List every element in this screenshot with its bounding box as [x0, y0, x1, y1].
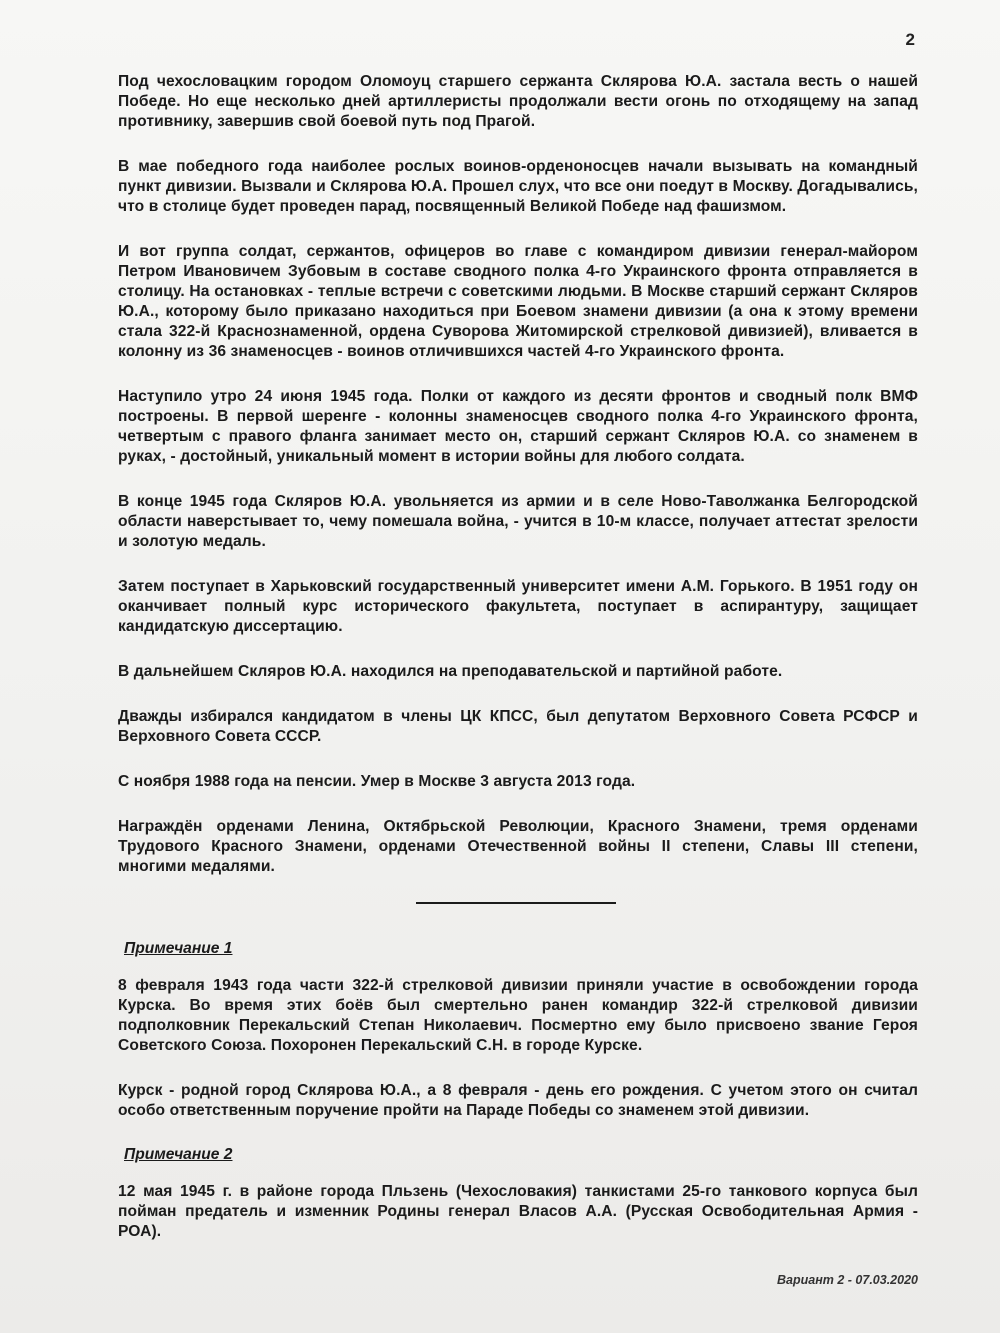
paragraph-parade-day: Наступило утро 24 июня 1945 года. Полки от каждого из десяти фронтов и сводный полк ВМФ построены. В первой шеренге - колонны знаменосцев сводного полка 4-го Украинского фронта, четвертым с правого фланга занимает место он, старший сержант Скляров Ю.А. со знаменем в руках, - достойный, уникальный момент в истории войны для любого солдата. [118, 388, 918, 465]
paragraph-career: В дальнейшем Скляров Ю.А. находился на преподавательской и партийной работе. [118, 663, 783, 680]
section-divider [416, 902, 616, 904]
paragraph-victory-news: Под чехословацким городом Оломоуц старшего сержанта Склярова Ю.А. застала весть о нашей Победе. Но еще несколько дней артиллеристы продолжали вести огонь по отходящему на запад противнику, завершив свой боевой путь под Прагой. [118, 73, 918, 130]
page-number: 2 [905, 30, 915, 49]
paragraph-retirement: С ноября 1988 года на пенсии. Умер в Москве 3 августа 2013 года. [118, 773, 636, 790]
note-1-heading: Примечание 1 [124, 940, 233, 957]
note-1-paragraph-kursk: 8 февраля 1943 года части 322-й стрелковой дивизии приняли участие в освобождении города Курска. Во время этих боёв был смертельно ранен командир 322-й стрелковой дивизии подполковник Перекальский Степан Николаевич. Посмертно ему было присвоено звание Героя Советского Союза. Похоронен Перекальский С.Н. в городе Курске. [118, 977, 918, 1054]
note-1-paragraph-birthday: Курск - родной город Склярова Ю.А., а 8 февраля - день его рождения. С учетом этого он считал особо ответственным поручение пройти на Параде Победы со знаменем этой дивизии. [118, 1082, 918, 1119]
paragraph-after-army: В конце 1945 года Скляров Ю.А. увольняется из армии и в селе Ново-Таволжанка Белгородской области наверстывает то, чему помешала война, - учится в 10-м классе, получает аттестат зрелости и золотую медаль. [118, 493, 918, 550]
paragraph-command-post: В мае победного года наиболее рослых воинов-орденоносцев начали вызывать на командный пункт дивизии. Вызвали и Склярова Ю.А. Прошел слух, что все они поедут в Москву. Догадывались, что в столице будет проведен парад, посвященный Великой Победе над фашизмом. [118, 158, 918, 215]
footer-version: Вариант 2 - 07.03.2020 [777, 1273, 918, 1287]
paragraph-university: Затем поступает в Харьковский государственный университет имени А.М. Горького. В 1951 году он оканчивает полный курс исторического факультета, поступает в аспирантуру, защищает кандидатскую диссертацию. [118, 578, 918, 635]
document-body [118, 72, 918, 1267]
note-2-paragraph-vlasov: 12 мая 1945 г. в районе города Пльзень (Чехословакия) танкистами 25-го танкового корпуса был пойман предатель и изменник Родины генерал Власов А.А. (Русская Освободительная Армия - РОА). [118, 1183, 918, 1240]
note-2-heading: Примечание 2 [124, 1146, 233, 1163]
paragraph-journey-to-moscow: И вот группа солдат, сержантов, офицеров во главе с командиром дивизии генерал-майором Петром Ивановичем Зубовым в составе сводного полка 4-го Украинского фронта отправляется в столицу. На остановках - теплые встречи с советскими людьми. В Москве старший сержант Скляров Ю.А., которому было приказано находиться при Боевом знамени дивизии (а она к этому времени стала 322-й Краснознаменной, ордена Суворова Житомирской стрелковой дивизией), вливается в колонну из 36 знаменосцев - воинов отличившихся частей 4-го Украинского фронта. [118, 243, 918, 360]
paragraph-awards: Награждён орденами Ленина, Октябрьской Революции, Красного Знамени, тремя орденами Трудового Красного Знамени, орденами Отечественной войны II степени, Славы III степени, многими медалями. [118, 818, 918, 875]
paragraph-politics: Дважды избирался кандидатом в члены ЦК КПСС, был депутатом Верховного Совета РСФСР и Верховного Совета СССР. [118, 708, 918, 745]
